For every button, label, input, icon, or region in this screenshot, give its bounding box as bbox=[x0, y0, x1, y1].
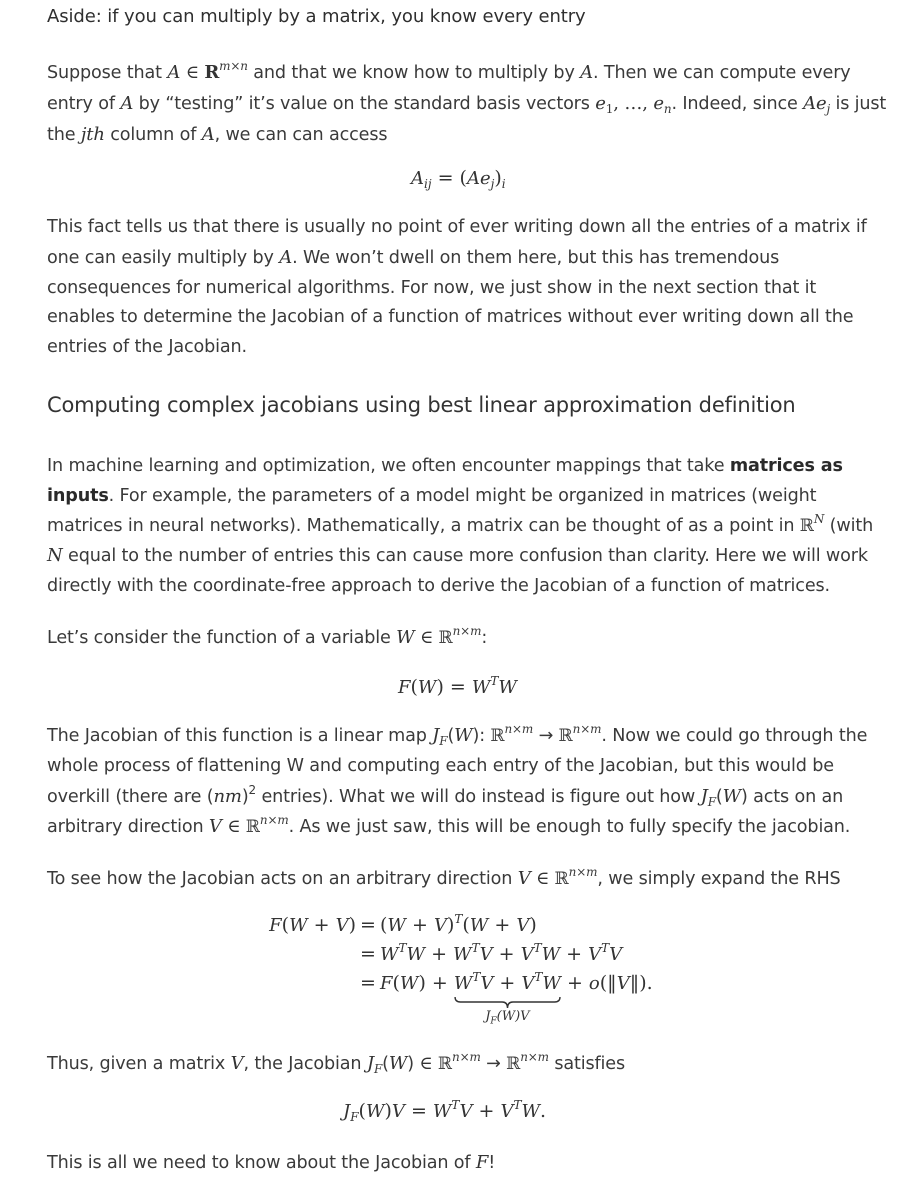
aside-title: Aside: if you can multiply by a matrix, you know every entry bbox=[47, 6, 586, 27]
section-paragraph-6: This is all we need to know about the Jacobian of F! bbox=[47, 1152, 496, 1173]
underbrace-group: $W^TV + V^TW$ $J_F(W)V$ bbox=[453, 970, 561, 1027]
expansion-row-1: $F(W + V) = (W + V)^T(W + V)$ bbox=[269, 912, 537, 936]
equation-f-of-w: $F(W) = W^TW$ bbox=[398, 674, 517, 698]
expansion-row-3: = $F(W) + W^TV + V^TW$ $J_F(W)V$ + o(‖V‖). bbox=[360, 970, 653, 1027]
section-paragraph-3: The Jacobian of this function is a linear map $J_F(W)$: ℝ$^{n\times m}$ → ℝ$^{n\times m}$. Now we could go through the whole process of flattening W and computing each entry of the Jacobian, but this would be overkill (there are (nm)$^2$ entries). What we will do instead is figure out how $J_F(W)$ acts on an arbitrary direction V ∈ ℝ$^{n\times m}$. As we just saw, this will be enough to fully specify the jacobian. bbox=[47, 722, 868, 838]
underbrace-icon bbox=[454, 996, 561, 1010]
section-paragraph-5: Thus, given a matrix V, the Jacobian $J_F(W)$ ∈ ℝ$^{n\times m}$ → ℝ$^{n\times m}$ satisfies bbox=[47, 1050, 625, 1076]
equation-aij: $A_{ij} = (Ae_j)_i$ bbox=[411, 167, 506, 191]
aside-paragraph-1: Suppose that A ∈ $R^{m\times n}$ and that we know how to multiply by A. Then we can compute every entry of A by “testing” it’s value on the standard basis vectors $e_1$, …, $e_n$. Indeed, since $Ae_j$ is just the jth column of A, we can can access bbox=[47, 59, 887, 145]
section-paragraph-1: In machine learning and optimization, we often encounter mappings that take matrices as inputs. For example, the parameters of a model might be organized in matrices (weight matrices in neural networks). Mathematically, a matrix can be thought of as a point in ℝ$^N$ (with N equal to the number of entries this can cause more confusion than clarity. Here we will work directly with the coordinate-free approach to derive the Jacobian of a function of matrices. bbox=[47, 456, 874, 597]
expansion-row-2: = $W^TW + W^TV + V^TW + V^TV$ bbox=[360, 941, 623, 965]
section-paragraph-2: Let’s consider the function of a variable W ∈ ℝ$^{n\times m}$: bbox=[47, 624, 488, 648]
aside-paragraph-2: This fact tells us that there is usually no point of ever writing down all the entries of a matrix if one can easily multiply by A. We won’t dwell on them here, but this has tremendous consequences for numerical algorithms. For now, we just show in the next section that it enables to determine the Jacobian of a function of matrices without ever writing down all the entries of the Jacobian. bbox=[47, 217, 867, 358]
section-heading: Computing complex jacobians using best linear approximation definition bbox=[47, 393, 796, 417]
underbrace-label: $J_F(W)V$ bbox=[485, 1009, 530, 1027]
equation-expansion bbox=[258, 912, 653, 1027]
section-paragraph-4: To see how the Jacobian acts on an arbitrary direction V ∈ ℝ$^{n\times m}$, we simply expand the RHS bbox=[47, 865, 841, 889]
equation-jacobian-result: $J_F(W)V = W^TV + V^TW$. bbox=[343, 1098, 547, 1124]
